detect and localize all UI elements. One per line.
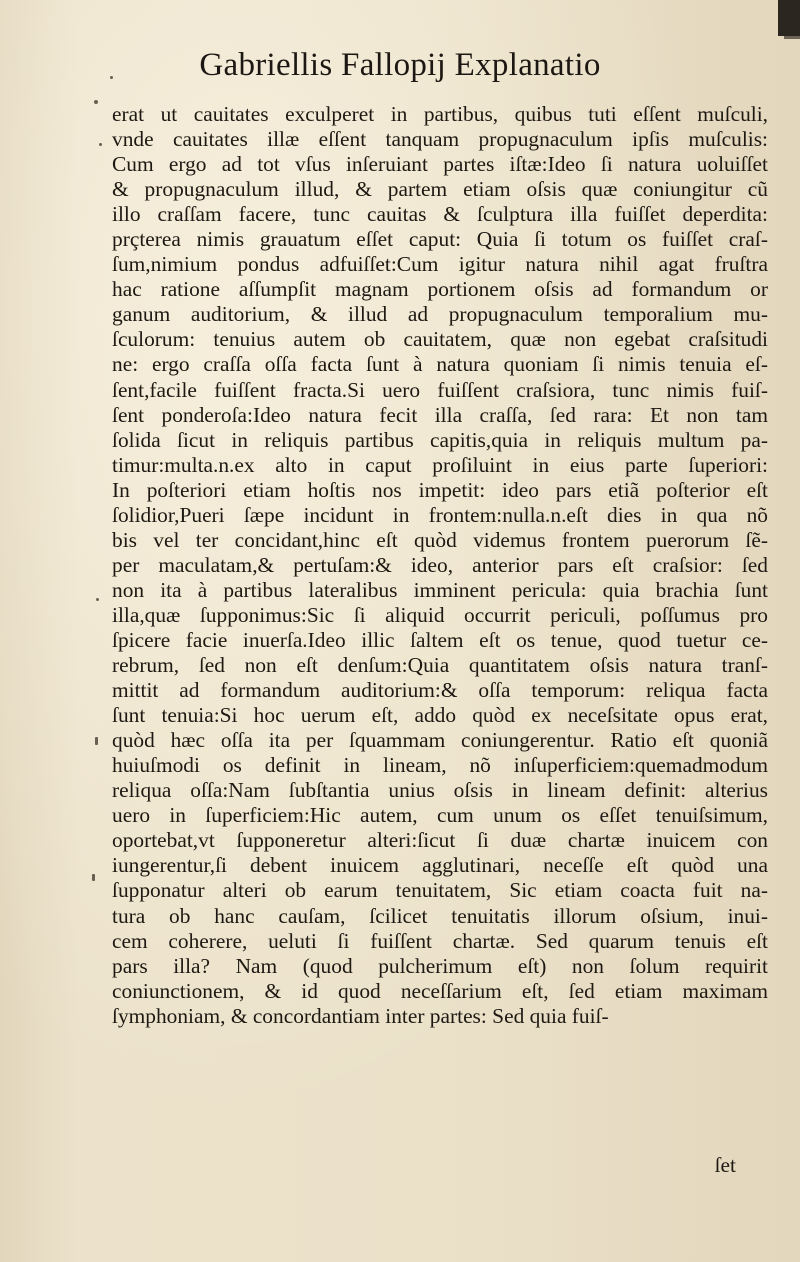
text-line: ſculorum: tenuius autem ob cauitatem, quæ non egebat craſsitudi — [112, 327, 768, 352]
text-line: erat ut cauitates exculperet in partibus, quibus tuti eſſent muſculi, — [112, 102, 768, 126]
page-corner-edge — [784, 36, 800, 39]
text-line: timur:multa.n.ex alto in caput proſiluint in eius parte ſuperiori: — [112, 452, 768, 477]
text-line: ne: ergo craſſa oſſa facta ſunt à natura quoniam ſi nimis tenuia eſ- — [112, 352, 768, 377]
margin-speck — [94, 100, 98, 104]
margin-speck — [96, 598, 99, 601]
text-line: ſupponatur alteri ob earum tenuitatem, Sic etiam coacta fuit na- — [112, 878, 768, 903]
text-line: ſum,nimium pondus adfuiſſet:Cum igitur natura nihil agat fruſtra — [112, 252, 768, 277]
text-line: bis vel ter concidant,hinc eſt quòd videmus frontem puerorum ſẽ- — [112, 527, 768, 552]
text-line: cem coherere, ueluti ſi fuiſſent chartæ. Sed quarum tenuis eſt — [112, 928, 768, 953]
text-line: ſent ponderoſa:Ideo natura fecit illa craſſa, ſed rara: Et non tam — [112, 402, 768, 427]
text-line: ganum auditorium, & illud ad propugnaculum temporalium mu- — [112, 302, 768, 327]
text-line: per maculatam,& pertuſam:& ideo, anterior pars eſt craſsior: ſed — [112, 552, 768, 577]
text-line: ſymphoniam, & concordantiam inter partes: Sed quia fuiſ- — [112, 1003, 609, 1028]
text-line: hac ratione aſſumpſit magnam portionem oſsis ad formandum or — [112, 277, 768, 302]
margin-speck — [95, 737, 98, 745]
text-line: ſpicere facie inuerſa.Ideo illic ſaltem eſt os tenue, quod tuetur ce- — [112, 627, 768, 652]
text-line: pars illa? Nam (quod pulcherimum eſt) non ſolum requirit — [112, 953, 768, 978]
text-line: vnde cauitates illæ eſſent tanquam propugnaculum ipſis muſculis: — [112, 127, 768, 152]
text-line: ſolidior,Pueri ſæpe incidunt in frontem:nulla.n.eſt dies in qua nõ — [112, 502, 768, 527]
text-line: quòd hæc oſſa ita per ſquammam coniungerentur. Ratio eſt quoniã — [112, 728, 768, 753]
body-text — [112, 102, 768, 1029]
page-corner-shadow — [778, 0, 800, 36]
text-line: illo craſſam facere, tunc cauitas & ſculptura illa fuiſſet deperdita: — [112, 202, 768, 227]
text-line: In poſteriori etiam hoſtis nos impetit: ideo pars etiã poſterior eſt — [112, 477, 768, 502]
text-line: ſolida ſicut in reliquis partibus capitis,quia in reliquis multum pa- — [112, 427, 768, 452]
text-line: & propugnaculum illud, & partem etiam oſsis quæ coniungitur cũ — [112, 177, 768, 202]
text-line: tura ob hanc cauſam, ſcilicet tenuitatis illorum oſsium, inui- — [112, 903, 768, 928]
margin-speck — [92, 874, 95, 881]
margin-speck — [99, 143, 102, 146]
text-line: rebrum, ſed non eſt denſum:Quia quantitatem oſsis natura tranſ- — [112, 653, 768, 678]
text-line: mittit ad formandum auditorium:& oſſa temporum: reliqua facta — [112, 678, 768, 703]
running-title: Gabriellis Fallopij Explanatio — [199, 47, 601, 83]
text-line: coniunctionem, & id quod neceſſarium eſt, ſed etiam maximam — [112, 978, 768, 1003]
text-line: ſunt tenuia:Si hoc uerum eſt, addo quòd ex neceſsitate opus erat, — [112, 703, 768, 728]
text-line: iungerentur,ſi debent inuicem agglutinari, neceſſe eſt quòd una — [112, 853, 768, 878]
text-line: reliqua oſſa:Nam ſubſtantia unius oſsis in lineam definit: alterius — [112, 778, 768, 803]
text-line: ſent,facile fuiſſent fracta.Si uero fuiſſent craſsiora, tunc nimis fuiſ- — [112, 377, 768, 402]
text-line: illa,quæ ſupponimus:Sic ſi aliquid occurrit periculi, poſſumus pro — [112, 602, 768, 627]
text-line: oportebat,vt ſupponeretur alteri:ſicut ſi duæ chartæ inuicem con — [112, 828, 768, 853]
catchword: ſet — [714, 1153, 736, 1177]
text-line: Cum ergo ad tot vſus inſeruiant partes iſtæ:Ideo ſi natura uoluiſſet — [112, 152, 768, 177]
margin-speck — [110, 76, 113, 79]
text-line: huiuſmodi os definit in lineam, nõ inſuperficiem:quemadmodum — [112, 753, 768, 778]
text-line: prçterea nimis grauatum eſſet caput: Quia ſi totum os fuiſſet craſ- — [112, 227, 768, 252]
text-line: uero in ſuperficiem:Hic autem, cum unum os eſſet tenuiſsimum, — [112, 803, 768, 828]
text-line: non ita à partibus lateralibus imminent pericula: quia brachia ſunt — [112, 577, 768, 602]
